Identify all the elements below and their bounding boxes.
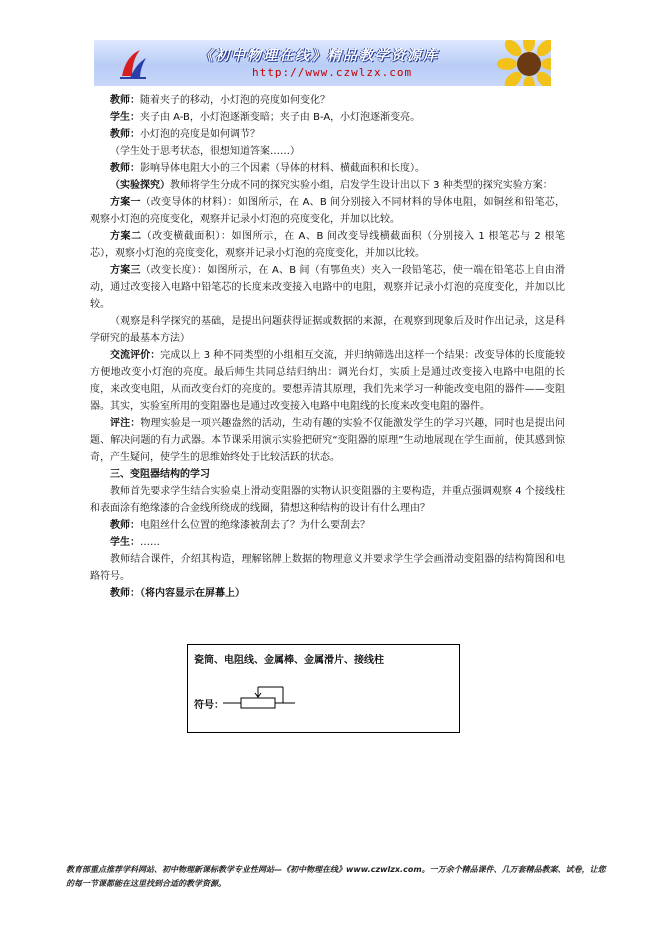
plan-three: 方案三（改变长度）：如图所示，在 A、B 间（有鄂鱼夹）夹入一段铅笔芯，使一端在铅笔芯上自由滑动，通过改变接入电路中铅笔芯的长度来改变接入电路中的电阻，观察并记录小灯泡的亮度变化，并加以比较。	[90, 265, 566, 310]
rheostat-structure-box	[187, 644, 460, 733]
dialogue-teacher: 教师：（将内容显示在屏幕上）	[110, 588, 245, 599]
structure-parts-label: 瓷筒、电阻线、金属棒、金属滑片、接线柱	[194, 655, 384, 666]
header-banner	[94, 40, 551, 86]
dialogue-teacher: 教师：电阻丝什么位置的绝缘漆被刮去了？为什么要刮去？	[110, 520, 370, 531]
symbol-label: 符号：	[194, 700, 224, 711]
student-note: （学生处于思考状态，很想知道答案……）	[110, 146, 300, 157]
sunflower-icon	[494, 40, 551, 86]
exchange-evaluation: 交流评价：完成以上 3 种不同类型的小组相互交流，并归纳筛选出这样一个结果：改变导体的长度能较方便地改变小灯泡的亮度。最后师生共同总结归纳出：调光台灯，实质上是通过改变接入电路中电阻的长度，来改变电阻，从而改变台灯的亮度的。要想弄清其原理，我们先来学习一种能改变电阻的器件——变阻器。其实，实验室所用的变阻器也是通过改变接入电路中电阻线的长度来改变电阻的器件。	[90, 350, 565, 412]
page-footer: 教育部重点推荐学科网站、初中物理新课标教学专业性网站—《初中物理在线》www.czwlzx.com。一万余个精品课件、几万套精品教案、试卷，让您的每一节课都能在这里找到合适的教学资源。	[66, 865, 606, 888]
lesson-body	[90, 92, 565, 602]
section-paragraph: 教师首先要求学生结合实验桌上滑动变阻器的实物认识变阻器的主要构造，并重点强调观察 4 个接线柱和表面涂有绝缘漆的合金线所绕成的线圈，猜想这种结构的设计有什么理由？	[90, 486, 565, 514]
dialogue-teacher: 教师：随着夹子的移动，小灯泡的亮度如何变化？	[110, 95, 330, 106]
comment: 评注：物理实验是一项兴趣盎然的活动，生动有趣的实验不仅能激发学生的学习兴趣，同时也是提出问题、解决问题的有力武器。本节课采用演示实验把研究“变阻器的原理”生动地展现在学生面前，使其感到惊奇，产生疑问，使学生的思维始终处于比较活跃的状态。	[90, 418, 566, 463]
dialogue-teacher: 教师：影响导体电阻大小的三个因素（导体的材料、横截面积和长度）。	[110, 163, 425, 174]
logo-icon	[118, 46, 148, 80]
plan-one: 方案一（改变导体的材料）：如图所示，在 A、B 间分别接入不同材料的导体电阻，如铜丝和铅笔芯，观察小灯泡的亮度变化，观察并记录小灯泡的亮度变化，并加以比较。	[90, 197, 566, 225]
experiment-intro: （实验探究）教师将学生分成不同的探究实验小组，启发学生设计出以下 3 种类型的探究实验方案：	[110, 180, 553, 191]
dialogue-student: 学生：……	[110, 537, 160, 548]
section-heading: 三、变阻器结构的学习	[110, 469, 210, 480]
dialogue-student: 学生：夹子由 A-B，小灯泡逐渐变暗；夹子由 B-A，小灯泡逐渐变亮。	[110, 112, 421, 123]
banner-url[interactable]: http://www.czwlzx.com	[252, 66, 413, 79]
plan-two: 方案二（改变横截面积）：如图所示，在 A、B 间改变导线横截面积（分别接入 1 根笔芯与 2 根笔芯），观察小灯泡的亮度变化，观察并记录小灯泡的亮度变化，并加以比较。	[90, 231, 566, 259]
section-paragraph: 教师结合课件，介绍其构造，理解铭牌上数据的物理意义并要求学生学会画滑动变阻器的结构简图和电路符号。	[90, 554, 565, 582]
banner-title: 《初中物理在线》精品教学资源库	[199, 48, 439, 64]
rheostat-symbol-icon	[223, 683, 303, 713]
observation-note: （观察是科学探究的基础，是提出问题获得证据或数据的来源，在观察到现象后及时作出记录，这是科学研究的最基本方法）	[90, 316, 565, 344]
dialogue-teacher: 教师：小灯泡的亮度是如何调节？	[110, 129, 260, 140]
